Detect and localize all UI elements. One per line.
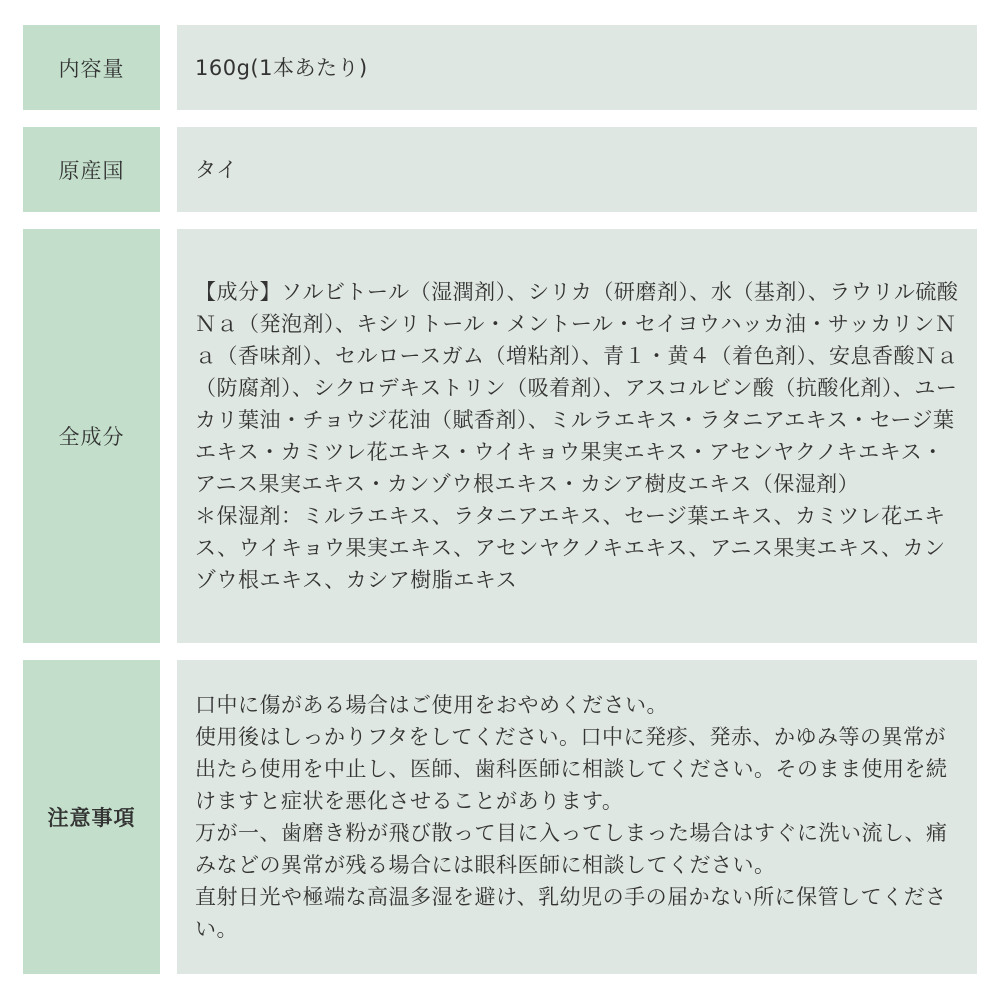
caution-line: 口中に傷がある場合はご使用をおやめください。 [195,693,668,717]
volume-value-text: 160g(1本あたり) [195,55,368,80]
ingredients-label: 全成分 [23,229,160,643]
origin-value-text: タイ [195,157,238,182]
caution-line: 直射日光や極端な高温多湿を避け、乳幼児の手の届かない所に保管してください。 [195,885,947,941]
origin-value [177,127,977,212]
volume-label: 内容量 [23,25,160,110]
spec-row-origin [23,127,977,212]
moisturizer-note: ＊保湿剤：ミルラエキス、ラタニアエキス、セージ葉エキス、カミツレ花エキス、ウイキョウ果実エキス、アセンヤクノキエキス、アニス果実エキス、カンゾウ根エキス、カシア樹脂エキス [195,504,946,592]
ingredients-value [177,229,977,643]
origin-label: 原産国 [23,127,160,212]
spec-row-cautions [23,660,977,974]
volume-value [177,25,977,110]
product-spec-table [23,25,977,974]
cautions-value [177,660,977,974]
ingredients-text-block [195,276,959,596]
spec-row-ingredients [23,229,977,643]
spec-row-volume [23,25,977,110]
cautions-text-block [195,689,959,945]
ingredients-list: 【成分】ソルビトール（湿潤剤）、シリカ（研磨剤）、水（基剤）、ラウリル硫酸Ｎａ（発泡剤）、キシリトール・メントール・セイヨウハッカ油・サッカリンＮａ（香味剤）、セルロースガム（増粘剤）、青１・黄４（着色剤）、安息香酸Ｎａ（防腐剤）、シクロデキストリン（吸着剤）、アスコルビン酸（抗酸化剤）、ユーカリ葉油・チョウジ花油（賦香剤）、ミルラエキス・ラタニアエキス・セージ葉エキス・カミツレ花エキス・ウイキョウ果実エキス・アセンヤクノキエキス・アニス果実エキス・カンゾウ根エキス・カシア樹皮エキス（保湿剤） [195,280,959,496]
caution-line: 使用後はしっかりフタをしてください。口中に発疹、発赤、かゆみ等の異常が出たら使用を中止し、医師、歯科医師に相談してください。そのまま使用を続けますと症状を悪化させることがあります。 [195,725,948,813]
cautions-label: 注意事項 [23,660,160,974]
caution-line: 万が一、歯磨き粉が飛び散って目に入ってしまった場合はすぐに洗い流し、痛みなどの異常が残る場合には眼科医師に相談してください。 [195,821,948,877]
